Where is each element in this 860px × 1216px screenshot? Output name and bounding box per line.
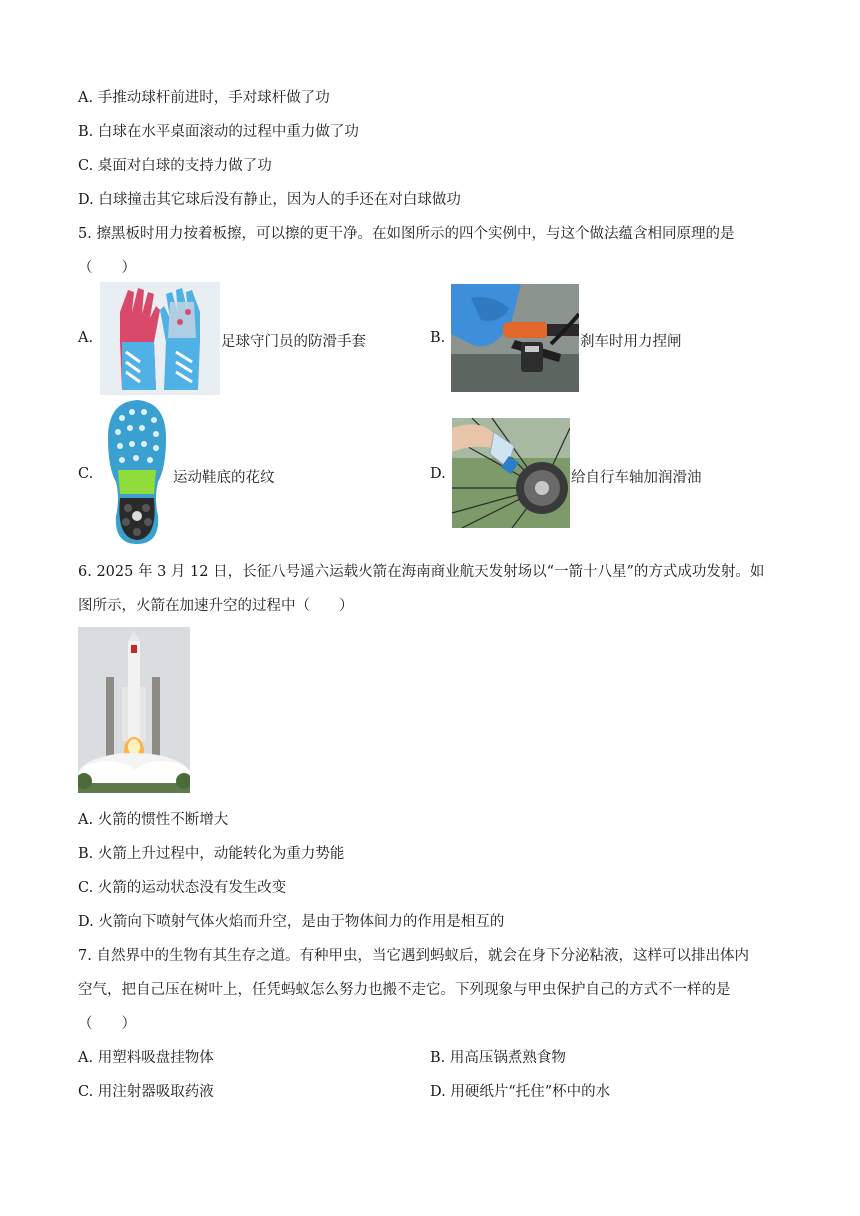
goalkeeper-gloves-image [100,282,220,395]
q7-stem-line3: （ ） [78,1016,136,1032]
q5-stem-line2: （ ） [78,260,136,276]
q5-option-d-caption: 给自行车轴加润滑油 [571,470,702,486]
q6-option-b: B. 火箭上升过程中，动能转化为重力势能 [78,846,345,862]
q7-option-d: D. 用硬纸片“托住”杯中的水 [430,1084,611,1100]
q6-stem-line1: 6. 2025 年 3 月 12 日，长征八号遥六运载火箭在海南商业航天发射场以“一箭十八星”的方式成功发射。如 [78,564,765,580]
q5-option-b-caption: 刹车时用力捏闸 [580,334,682,350]
shoe-sole-image [102,398,172,546]
q6-option-a: A. 火箭的惯性不断增大 [78,812,229,828]
q5-stem-line1: 5. 擦黑板时用力按着板擦，可以擦的更干净。在如图所示的四个实例中，与这个做法蕴含相同原理的是 [78,226,735,242]
q6-option-c: C. 火箭的运动状态没有发生改变 [78,880,287,896]
bike-axle-oil-image [452,418,570,528]
q4-option-a: A. 手推动球杆前进时，手对球杆做了功 [78,90,330,106]
q5-option-c-letter: C. [78,466,94,482]
q7-stem-line2: 空气，把自己压在树叶上，任凭蚂蚁怎么努力也搬不走它。下列现象与甲虫保护自己的方式不一样的是 [78,982,731,998]
rocket-launch-image [78,627,190,793]
q4-option-b: B. 白球在水平桌面滚动的过程中重力做了功 [78,124,359,140]
q5-option-d-letter: D. [430,466,446,482]
q4-option-c: C. 桌面对白球的支持力做了功 [78,158,272,174]
q5-option-c-caption: 运动鞋底的花纹 [173,470,275,486]
bike-brake-lever-image [451,284,579,392]
q6-stem-line2: 图所示，火箭在加速升空的过程中（ ） [78,598,354,614]
q6-option-d: D. 火箭向下喷射气体火焰而升空，是由于物体间力的作用是相互的 [78,914,505,930]
q7-stem-line1: 7. 自然界中的生物有其生存之道。有种甲虫，当它遇到蚂蚁后，就会在身下分泌粘液，这样可以排出体内 [78,948,749,964]
q7-option-a: A. 用塑料吸盘挂物体 [78,1050,214,1066]
q5-option-a-caption: 足球守门员的防滑手套 [221,334,366,350]
q4-option-d: D. 白球撞击其它球后没有静止，因为人的手还在对白球做功 [78,192,461,208]
q7-option-b: B. 用高压锅煮熟食物 [430,1050,566,1066]
q7-option-c: C. 用注射器吸取药液 [78,1084,214,1100]
q5-option-a-letter: A. [78,330,94,346]
q5-option-b-letter: B. [430,330,446,346]
